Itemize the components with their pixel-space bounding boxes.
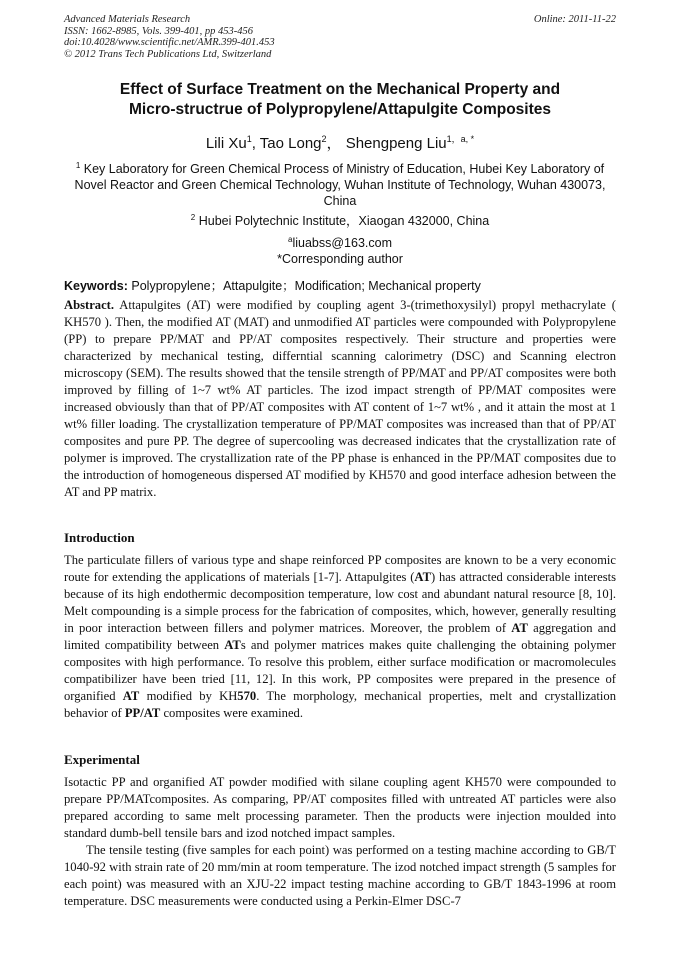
- author-list: [64, 132, 616, 153]
- affiliation-text: Novel Reactor and Green Chemical Technology, Wuhan Institute of Technology, Wuhan 430073,: [74, 178, 606, 193]
- affiliation-2: [64, 210, 616, 229]
- affiliation-sup: 2: [190, 213, 196, 222]
- experimental-heading: Experimental: [64, 752, 140, 767]
- journal-header: [64, 14, 616, 60]
- issn-line: ISSN: 1662-8985, Vols. 399-401, pp 453-456: [64, 25, 253, 37]
- intro-bold: 570: [237, 689, 257, 703]
- intro-text: aggregation and limited compatibility between: [64, 621, 616, 652]
- intro-text: modified by KH: [139, 689, 238, 703]
- affiliation-sup: 1: [75, 161, 81, 170]
- intro-bold: AT: [224, 638, 241, 652]
- keywords-text: Polypropylene；Attapulgite；Modification; Mechanical property: [127, 279, 481, 293]
- author-separator: ,: [251, 135, 260, 152]
- keywords-label: Keywords:: [64, 279, 128, 293]
- intro-text: . The morphology, mechanical properties, melt and crystallization behavior of: [64, 689, 616, 720]
- introduction-heading: Introduction: [64, 530, 135, 545]
- author-name: Tao Long: [259, 135, 322, 152]
- intro-text: ) has attracted considerable interests because of its high endothermic decomposition temperature, low cost and abundant natural resource [8, 10]. Melt compounding is a simple process for the fabrication of composites, which, however, generally resulting in poor interaction between fillers and polymer matrices. Moreover, the problem of: [64, 570, 616, 635]
- abstract-text: Attapulgites (AT) were modified by coupling agent 3-(trimethoxysilyl) propyl methacrylate ( KH570 ). Then, the modified AT (MAT) and unmodified AT particles were compounded with Polypropylene (PP) to prepare PP/MAT and PP/AT composites respectively. Their structure and properties were characterized by mechanical testing, differntial scanning calorimetry (DSC) and Scanning electron microscopy (SEM). The results showed that the tensile strength of PP/MAT and PP/AT composites were both improved by filling of 1~7 wt% AT particles. The izod impact strength of PP/MAT composites were increased obviously than that of PP/AT composites with AT content of 1~7 wt% , and it attain the most at 1 wt% filler loading. The crystallization temperature of PP/MAT composites was increased than that of PP/AT composites and pure PP. The degree of supercooling was decreased indicates that the crystallization rate of polymer is improved. The crystallization rate of the PP phase is enhanced in the PP/MAT composites due to the introduction of homogeneous dispersed AT modified by KH570 and good interface adhesion between the AT and PP matrix.: [64, 298, 616, 499]
- email-sup: a: [288, 235, 293, 244]
- author-sup: 1，a, *: [446, 134, 475, 144]
- author-sup: 2: [321, 134, 327, 144]
- experimental-paragraph-2: The tensile testing (five samples for each point) was performed on a testing machine according to GB/T 1040-92 with strain rate of 20 mm/min at room temperature. The izod notched impact strength (5 samples for each point) was measured with an XJU-22 impact testing machine according to GB/T 1843-1996 at room temperature. DSC measurements were conducted using a Perkin-Elmer DSC-7: [64, 843, 616, 908]
- title-line-2: Micro-structrue of Polypropylene/Attapulgite Composites: [129, 101, 551, 118]
- affiliation-1: [64, 158, 616, 209]
- introduction-paragraph: [64, 552, 616, 722]
- intro-bold: PP/AT: [124, 706, 161, 720]
- copyright-line: © 2012 Trans Tech Publications Ltd, Switzerland: [64, 48, 272, 60]
- intro-bold: AT: [122, 689, 140, 703]
- paper-title: [64, 80, 616, 120]
- email-address[interactable]: liuabss@163.com: [292, 236, 392, 251]
- author-name: Lili Xu: [205, 135, 247, 152]
- corresponding-author-note: *Corresponding author: [277, 252, 403, 267]
- title-line-1: Effect of Surface Treatment on the Mechanical Property and: [119, 81, 561, 98]
- intro-text: s and polymer matrices makes quite challenging the obtaining polymer composites with high performance. To resolve this problem, either surface modification or macromolecules compatibilizer have been tried [11, 12]. In this work, PP composites were prepared in the presence of organified: [64, 638, 616, 703]
- author-sup: 1: [246, 134, 252, 144]
- experimental-paragraph-1: Isotactic PP and organified AT powder modified with silane coupling agent KH570 were compounded to prepare PP/MATcomposites. As comparing, PP/AT composites filled with untreated AT particles were also prepared according to same melt processing parameter. Then the products were injection moulded into standard dumb-bell tensile bars and izod notched impact samples.: [64, 775, 616, 840]
- abstract: [64, 297, 616, 501]
- abstract-label: Abstract.: [64, 298, 115, 312]
- intro-text: The particulate fillers of various type and shape reinforced PP composites are known to be a very economic route for extending the applications of materials [1-7]. Attapulgites (: [64, 553, 616, 584]
- journal-name: Advanced Materials Research: [64, 14, 191, 25]
- keywords: [64, 276, 616, 294]
- intro-text: composites were examined.: [160, 706, 303, 720]
- contact-block: [64, 232, 616, 267]
- affiliation-text: Hubei Polytechnic Institute，Xiaogan 432000, China: [198, 214, 490, 229]
- doi-line: doi:10.4028/www.scientific.net/AMR.399-401.453: [64, 37, 275, 48]
- author-name: Shengpeng Liu: [345, 135, 447, 152]
- intro-bold: AT: [414, 570, 431, 584]
- online-date: Online: 2011-11-22: [533, 14, 616, 25]
- author-separator: ，: [326, 135, 346, 152]
- affiliation-text: Key Laboratory for Green Chemical Process of Ministry of Education, Hubei Key Laboratory of: [83, 162, 605, 177]
- affiliation-text: China: [323, 194, 357, 209]
- intro-bold: AT: [511, 621, 528, 635]
